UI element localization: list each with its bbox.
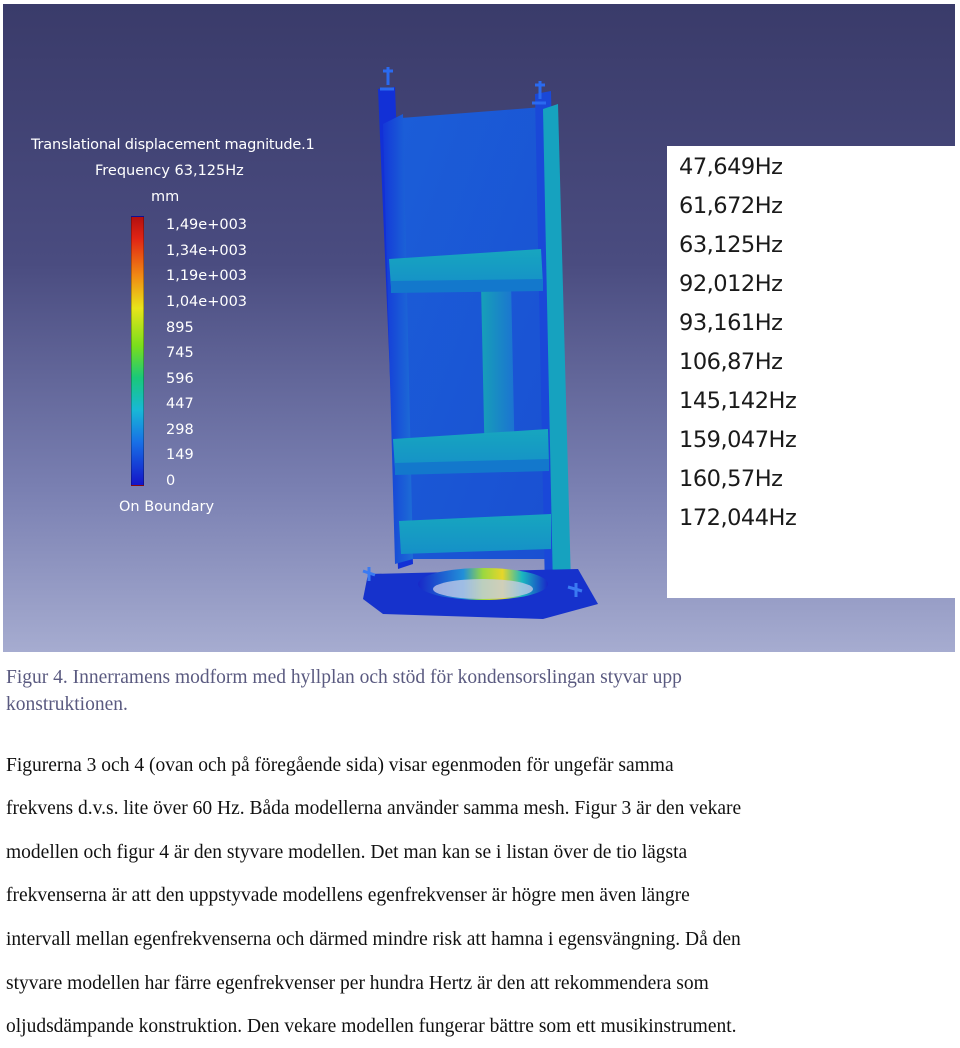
body-line: oljudsdämpande konstruktion. Den vekare modellen fungerar bättre som ett musikinstrument. [6, 1016, 737, 1037]
figure-caption [6, 664, 906, 718]
legend-tick: 1,19e+003 [166, 268, 248, 284]
legend-tick: 1,49e+003 [166, 217, 248, 233]
legend-tick: 745 [166, 345, 194, 361]
legend-tick: 596 [166, 371, 194, 387]
eigenfrequency-list [667, 146, 955, 598]
frequency-item: 47,649Hz [679, 154, 783, 180]
legend-tick: 447 [166, 396, 194, 412]
frequency-item: 63,125Hz [679, 232, 783, 258]
body-line: frekvenserna är att den uppstyvade modellens egenfrekvenser är högre men även längre [6, 885, 690, 906]
frequency-item: 61,672Hz [679, 193, 783, 219]
body-line: intervall mellan egenfrekvenserna och därmed mindre risk att hamna i egensvängning. Då den [6, 929, 741, 950]
legend-tick: 298 [166, 422, 194, 438]
color-legend [25, 134, 315, 524]
legend-tick: 149 [166, 447, 194, 463]
body-line: modellen och figur 4 är den styvare modellen. Det man kan se i listan över de tio lägsta [6, 842, 688, 863]
legend-unit: mm [151, 189, 180, 205]
caption-line: konstruktionen. [6, 694, 128, 715]
frequency-item: 172,044Hz [679, 505, 797, 531]
frequency-item: 92,012Hz [679, 271, 783, 297]
frequency-item: 160,57Hz [679, 466, 783, 492]
body-line: styvare modellen har färre egenfrekvenser per hundra Hertz är den att rekommendera som [6, 973, 709, 994]
body-line: Figurerna 3 och 4 (ovan och på föregående sida) visar egenmoden för ungefär samma [6, 755, 674, 776]
frequency-item: 106,87Hz [679, 349, 783, 375]
legend-frequency: Frequency 63,125Hz [95, 163, 244, 179]
body-line: frekvens d.v.s. lite över 60 Hz. Båda modellerna använder samma mesh. Figur 3 är den vekare [6, 798, 742, 819]
legend-title: Translational displacement magnitude.1 [31, 137, 315, 153]
frequency-item: 159,047Hz [679, 427, 797, 453]
frequency-item: 145,142Hz [679, 388, 797, 414]
fea-figure [3, 4, 955, 652]
legend-tick: 1,34e+003 [166, 243, 248, 259]
caption-line: Figur 4. Innerramens modform med hyllplan och stöd för kondensorslingan styvar upp [6, 667, 682, 688]
legend-color-bar [131, 216, 144, 486]
legend-boundary-label: On Boundary [119, 499, 215, 515]
frame-model-render [343, 59, 613, 634]
legend-tick: 1,04e+003 [166, 294, 248, 310]
frequency-item: 93,161Hz [679, 310, 783, 336]
legend-tick: 895 [166, 320, 194, 336]
legend-tick: 0 [166, 473, 176, 489]
